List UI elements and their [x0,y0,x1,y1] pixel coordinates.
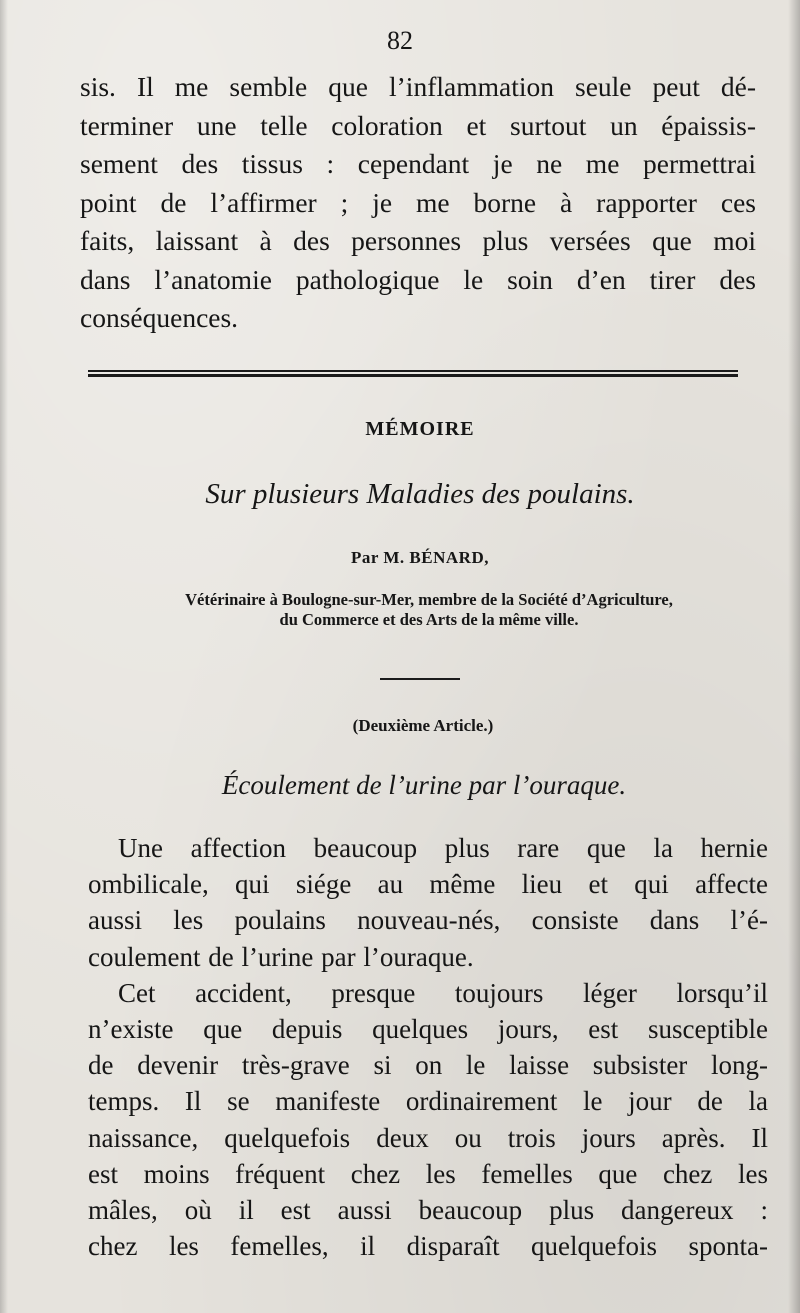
section-divider [88,370,738,378]
section-heading: Écoulement de l’urine par l’ouraque. [221,770,627,800]
text-line: faits, laissant à des personnes plus versées que moi [80,225,756,256]
author-affiliation [84,590,774,630]
article-byline: Par M. BÉNARD, [351,548,489,567]
affiliation-line: du Commerce et des Arts de la même ville. [279,610,579,629]
article-number: (Deuxième Article.) [352,716,494,735]
text-line: n’existe que depuis quelques jours, est susceptible [88,1014,768,1045]
text-line: mâles, où il est aussi beaucoup plus dangereux : [88,1195,768,1226]
text-line: temps. Il se manifeste ordinairement le jour de la [88,1086,768,1117]
text-line: conséquences. [80,302,239,333]
article-subtitle: Sur plusieurs Maladies des poulains. [205,478,635,510]
text-line: point de l’affirmer ; je me borne à rapporter ces [80,186,756,218]
text-line: sement des tissus : cependant je ne me permettrai [80,148,756,179]
text-line: chez les femelles, il disparaît quelquefois sponta- [88,1231,768,1262]
text-line: dans l’anatomie pathologique le soin d’en tirer des [80,263,756,295]
text-line: coulement de l’urine par l’ouraque. [88,941,474,972]
text-line: sis. Il me semble que l’inflammation seule peut dé- [80,71,756,102]
text-line: Une affection beaucoup plus rare que la hernie [118,833,768,863]
short-divider [380,678,460,680]
text-line: est moins fréquent chez les femelles que chez les [88,1158,768,1189]
text-line: terminer une telle coloration et surtout un épaissis- [80,109,756,141]
text-line: aussi les poulains nouveau-nés, consiste dans l’é- [88,905,768,936]
intro-paragraph [80,68,756,338]
text-line: ombilicale, qui siége au même lieu et qui affecte [88,869,768,900]
section-body [88,830,768,1264]
page-number: 82 [387,26,413,55]
text-line: Cet accident, presque toujours léger lorsqu’il [118,977,768,1008]
affiliation-line: Vétérinaire à Boulogne-sur-Mer, membre de la Société d’Agriculture, [185,590,673,609]
article-title: MÉMOIRE [365,418,475,440]
text-line: naissance, quelquefois deux ou trois jours après. Il [88,1122,768,1153]
text-line: de devenir très-grave si on le laisse subsister long- [88,1050,768,1081]
